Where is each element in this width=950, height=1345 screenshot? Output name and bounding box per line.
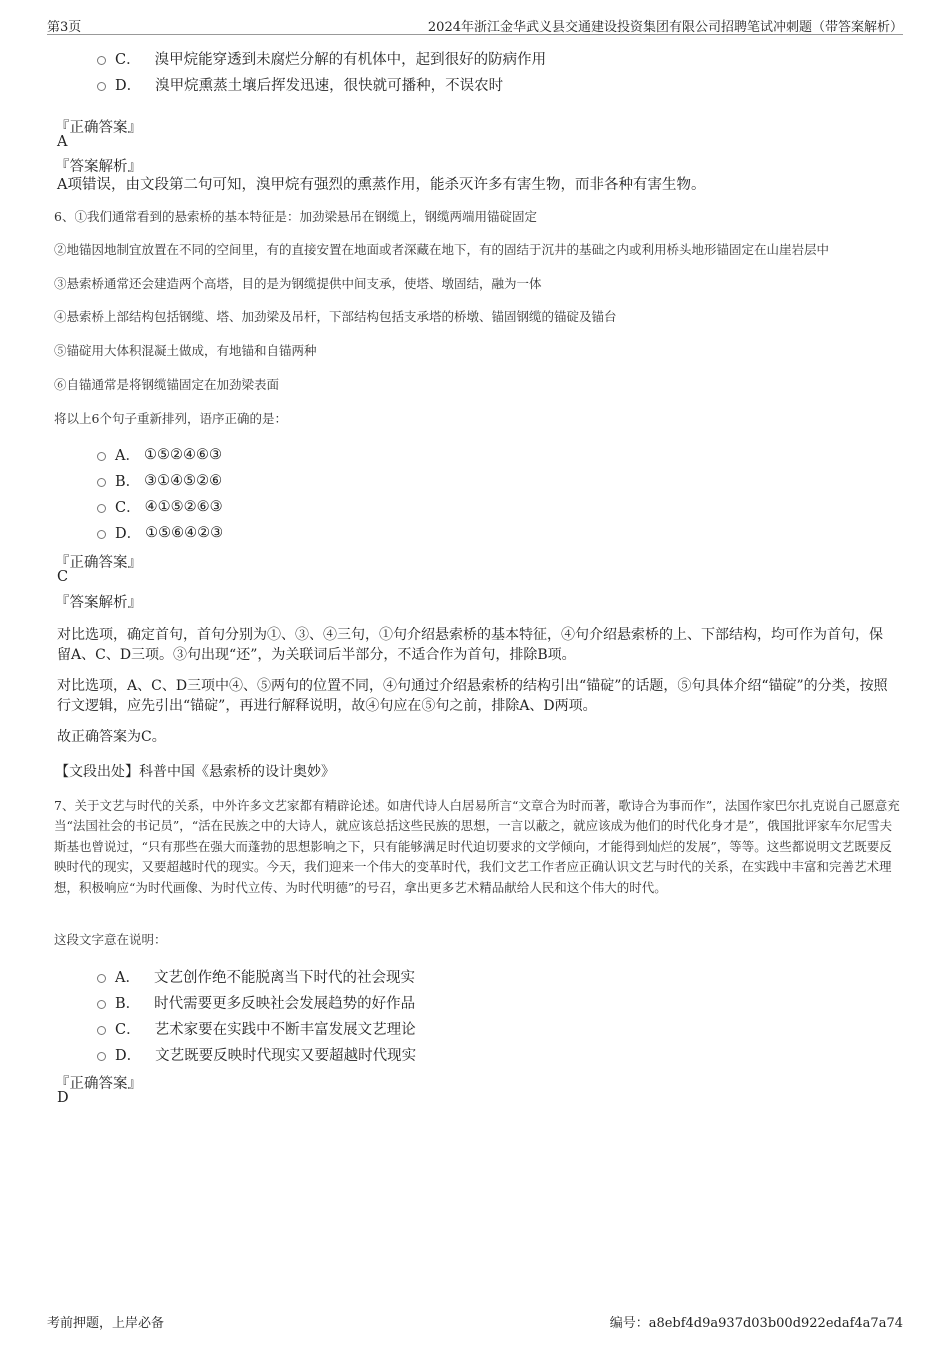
q7-option-c[interactable]: C． 艺术家要在实践中不断丰富发展文艺理论 [97, 1018, 416, 1039]
q5-analysis: A项错误，由文段第二句可知，溴甲烷有强烈的熏蒸作用，能杀灭许多有害生物，而非各种有害生物。 [57, 177, 706, 193]
q7-answer-label: 『正确答案』 [55, 1076, 142, 1092]
q7-stem: 7、关于文艺与时代的关系，中外许多文艺家都有精辟论述。如唐代诗人白居易所言“文章合为时而著，歌诗合为事而作”，法国作家巴尔扎克说自己愿意充当“法国社会的书记员”，“活在民族之中的大诗人，就应该总括这些民族的思想，一言以蔽之，就应该成为他们的时代化身才是”，俄国批评家车尔尼雪夫斯基也曾说过，“只有那些在强大而蓬勃的思想影响之下，只有能够满足时代迫切要求的文学倾向，才能得到灿烂的发展”，等等。这些都说明文艺既要反映时代的现实，又要超越时代的现实。今天，我们迎来一个伟大的变革时代，我们文艺工作者应正确认识文艺与时代的关系，在实践中丰富和完善艺术理想，积极响应“为时代画像、为时代立传、为时代明德”的号召，拿出更多艺术精品献给人民和这个伟大的时代。 [54, 798, 900, 895]
q5-option-c[interactable]: C． 溴甲烷能穿透到未腐烂分解的有机体中，起到很好的防病作用 [97, 48, 546, 69]
q6-option-a[interactable]: A． ①⑤②④⑥③ [97, 444, 222, 465]
q6-answer: C [57, 569, 69, 585]
q7-prompt: 这段文字意在说明： [54, 932, 167, 947]
document-code: 编号：a8ebf4d9a937d03b00d922edaf4a7a74 [609, 1316, 903, 1331]
q6-analysis-label: 『答案解析』 [55, 595, 142, 611]
q6-sentence-1: 6、①我们通常看到的悬索桥的基本特征是：加劲梁悬吊在钢缆上，钢缆两端用锚碇固定 [54, 209, 537, 224]
radio-icon[interactable] [97, 974, 106, 983]
q6-option-d[interactable]: D． ①⑤⑥④②③ [97, 522, 223, 543]
radio-icon[interactable] [97, 56, 106, 65]
document-title: 2024年浙江金华武义县交通建设投资集团有限公司招聘笔试冲刺题（带答案解析） [427, 20, 903, 35]
q6-source: 【文段出处】科普中国《悬索桥的设计奥妙》 [55, 764, 335, 780]
radio-icon[interactable] [97, 1026, 106, 1035]
q6-analysis-paragraph-2: 对比选项，A、C、D三项中④、⑤两句的位置不同，④句通过介绍悬索桥的结构引出“锚碇”的话题，⑤句具体介绍“锚碇”的分类，按照行文逻辑，应先引出“锚碇”，再进行解释说明，故④句应在⑤句之前，排除A、D两项。 [57, 678, 888, 714]
q5-answer: A [57, 134, 68, 150]
q6-sentence-6: ⑥自锚通常是将钢缆锚固定在加劲梁表面 [54, 377, 280, 392]
q6-sentence-4: ④悬索桥上部结构包括钢缆、塔、加劲梁及吊杆，下部结构包括支承塔的桥墩、锚固钢缆的锚碇及锚台 [54, 309, 617, 324]
radio-icon[interactable] [97, 82, 106, 91]
q7-answer: D [57, 1090, 69, 1106]
q7-option-b[interactable]: B． 时代需要更多反映社会发展趋势的好作品 [97, 992, 415, 1013]
radio-icon[interactable] [97, 1000, 106, 1009]
page-number: 第3页 [47, 20, 82, 35]
q6-sentence-2: ②地锚因地制宜放置在不同的空间里，有的直接安置在地面或者深藏在地下，有的固结于沉井的基础之内或利用桥头地形锚固定在山崖岩层中 [54, 242, 830, 257]
q6-option-c[interactable]: C． ④①⑤②⑥③ [97, 496, 223, 517]
footer-slogan: 考前押题，上岸必备 [47, 1316, 165, 1331]
radio-icon[interactable] [97, 452, 106, 461]
q5-analysis-label: 『答案解析』 [55, 159, 142, 175]
q6-sentence-5: ⑤锚碇用大体积混凝土做成，有地锚和自锚两种 [54, 343, 317, 358]
page-header [47, 14, 903, 35]
q5-answer-label: 『正确答案』 [55, 120, 142, 136]
radio-icon[interactable] [97, 478, 106, 487]
q6-prompt: 将以上6个句子重新排列，语序正确的是： [54, 411, 287, 426]
radio-icon[interactable] [97, 504, 106, 513]
q6-analysis-paragraph-1: 对比选项，确定首句，首句分别为①、③、④三句，①句介绍悬索桥的基本特征，④句介绍悬索桥的上、下部结构，均可作为首句，保留A、C、D三项。③句出现“还”，为关联词后半部分，不适合作为首句，排除B项。 [57, 627, 883, 663]
q7-option-d[interactable]: D． 文艺既要反映时代现实又要超越时代现实 [97, 1044, 416, 1065]
q6-analysis-paragraph-3: 故正确答案为C。 [57, 729, 166, 745]
q6-option-b[interactable]: B． ③①④⑤②⑥ [97, 470, 222, 491]
q6-answer-label: 『正确答案』 [55, 555, 142, 571]
q7-option-a[interactable]: A． 文艺创作绝不能脱离当下时代的社会现实 [97, 966, 415, 987]
radio-icon[interactable] [97, 530, 106, 539]
q5-option-d[interactable]: D． 溴甲烷熏蒸土壤后挥发迅速，很快就可播种，不误农时 [97, 74, 503, 95]
q6-sentence-3: ③悬索桥通常还会建造两个高塔，目的是为钢缆提供中间支承，使塔、墩固结，融为一体 [54, 276, 542, 291]
radio-icon[interactable] [97, 1052, 106, 1061]
